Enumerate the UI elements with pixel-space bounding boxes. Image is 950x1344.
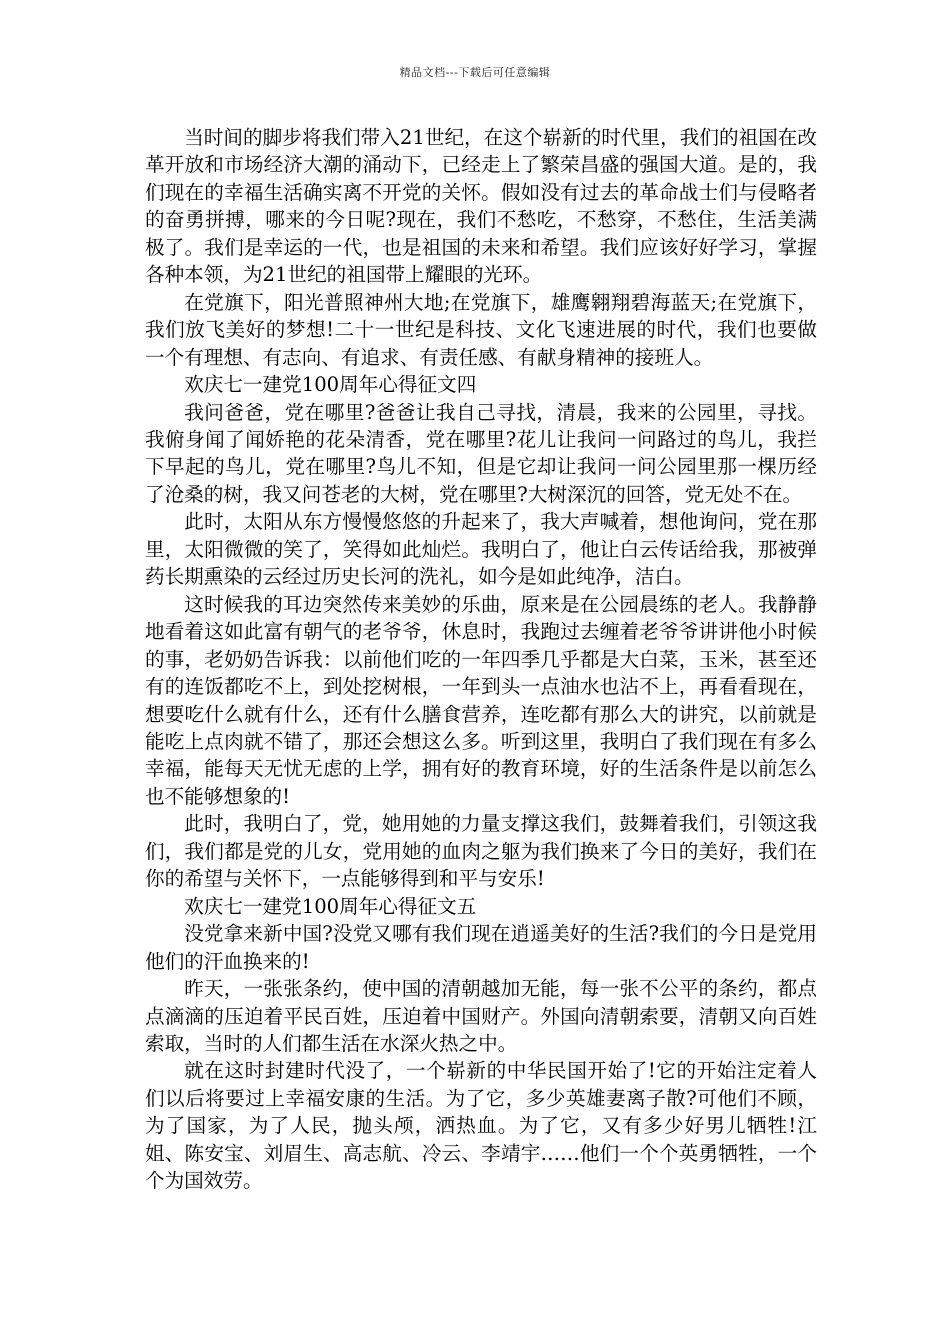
paragraph: 这时候我的耳边突然传来美妙的乐曲，原来是在公园晨练的老人。我静静地看着这如此富有朝气的老爷爷，休息时，我跑过去缠着老爷爷讲讲他小时候的事，老奶奶告诉我：以前他们吃的一年四季几乎都是大白菜，玉米，甚至还有的连饭都吃不上，到处挖树根，一年到头一点油水也沾不上，再看看现在，想要吃什么就有什么，还有什么膳食营养，连吃都有那么大的讲究，以前就是能吃上点肉就不错了，那还会想这么多。听到这里，我明白了我们现在有多么幸福，能每天无忧无虑的上学，拥有好的教育环境，好的生活条件是以前怎么也不能够想象的!: [145, 592, 817, 808]
paragraph: 昨天，一张张条约，使中国的清朝越加无能，每一张不公平的条约，都点点滴滴的压迫着平民百姓，压迫着中国财产。外国向清朝索要，清朝又向百姓索取，当时的人们都生活在水深火热之中。: [145, 977, 817, 1055]
paragraph: 我问爸爸，党在哪里?爸爸让我自己寻找，清晨，我来的公园里，寻找。我俯身闻了闻娇艳的花朵清香，党在哪里?花儿让我问一问路过的鸟儿，我拦下早起的鸟儿，党在哪里?鸟儿不知，但是它却让我问一问公园里那一棵历经了沧桑的树，我又问苍老的大树，党在哪里?大树深沉的回答，党无处不在。: [145, 400, 817, 506]
document-body: [145, 124, 817, 1195]
section-heading: 欢庆七一建党100周年心得征文四: [184, 373, 477, 397]
paragraph: 此时，太阳从东方慢慢悠悠的升起来了，我大声喊着，想他询问，党在那里，太阳微微的笑了，笑得如此灿烂。我明白了，他让白云传话给我，那被弹药长期熏染的云经过历史长河的洗礼，如今是如此纯净，洁白。: [145, 510, 817, 589]
paragraph: 没党拿来新中国?没党又哪有我们现在逍遥美好的生活?我们的今日是党用他们的汗血换来的!: [145, 922, 817, 973]
section-heading: 欢庆七一建党100周年心得征文五: [184, 894, 477, 918]
paragraph: 此时，我明白了，党，她用她的力量支撑这我们，鼓舞着我们，引领这我们，我们都是党的儿女，党用她的血肉之躯为我们换来了今日的美好，我们在你的希望与关怀下，一点能够得到和平与安乐!: [145, 812, 817, 891]
paragraph: 当时间的脚步将我们带入21世纪，在这个崭新的时代里，我们的祖国在改革开放和市场经济大潮的涌动下，已经走上了繁荣昌盛的强国大道。是的，我们现在的幸福生活确实离不开党的关怀。假如没有过去的革命战士们与侵略者的奋勇拼搏，哪来的今日呢?现在，我们不愁吃，不愁穿，不愁住，生活美满极了。我们是幸运的一代，也是祖国的未来和希望。我们应该好好学习，掌握各种本领，为21世纪的祖国带上耀眼的光环。: [145, 126, 817, 287]
page-header: 精品文档---下载后可任意编辑: [399, 66, 551, 79]
paragraph: 就在这时封建时代没了，一个崭新的中华民国开始了!它的开始注定着人们以后将要过上幸福安康的生活。为了它，多少英雄妻离子散?可他们不顾，为了国家，为了人民，抛头颅，洒热血。为了它，又有多少好男儿牺牲!江姐、陈安宝、刘眉生、高志航、冷云、李靖宇……他们一个个英勇牺牲，一个个为国效劳。: [145, 1059, 817, 1193]
paragraph: 在党旗下，阳光普照神州大地;在党旗下，雄鹰翱翔碧海蓝天;在党旗下，我们放飞美好的梦想!二十一世纪是科技、文化飞速进展的时代，我们也要做一个有理想、有志向、有追求、有责任感、有献身精神的接班人。: [145, 290, 817, 369]
